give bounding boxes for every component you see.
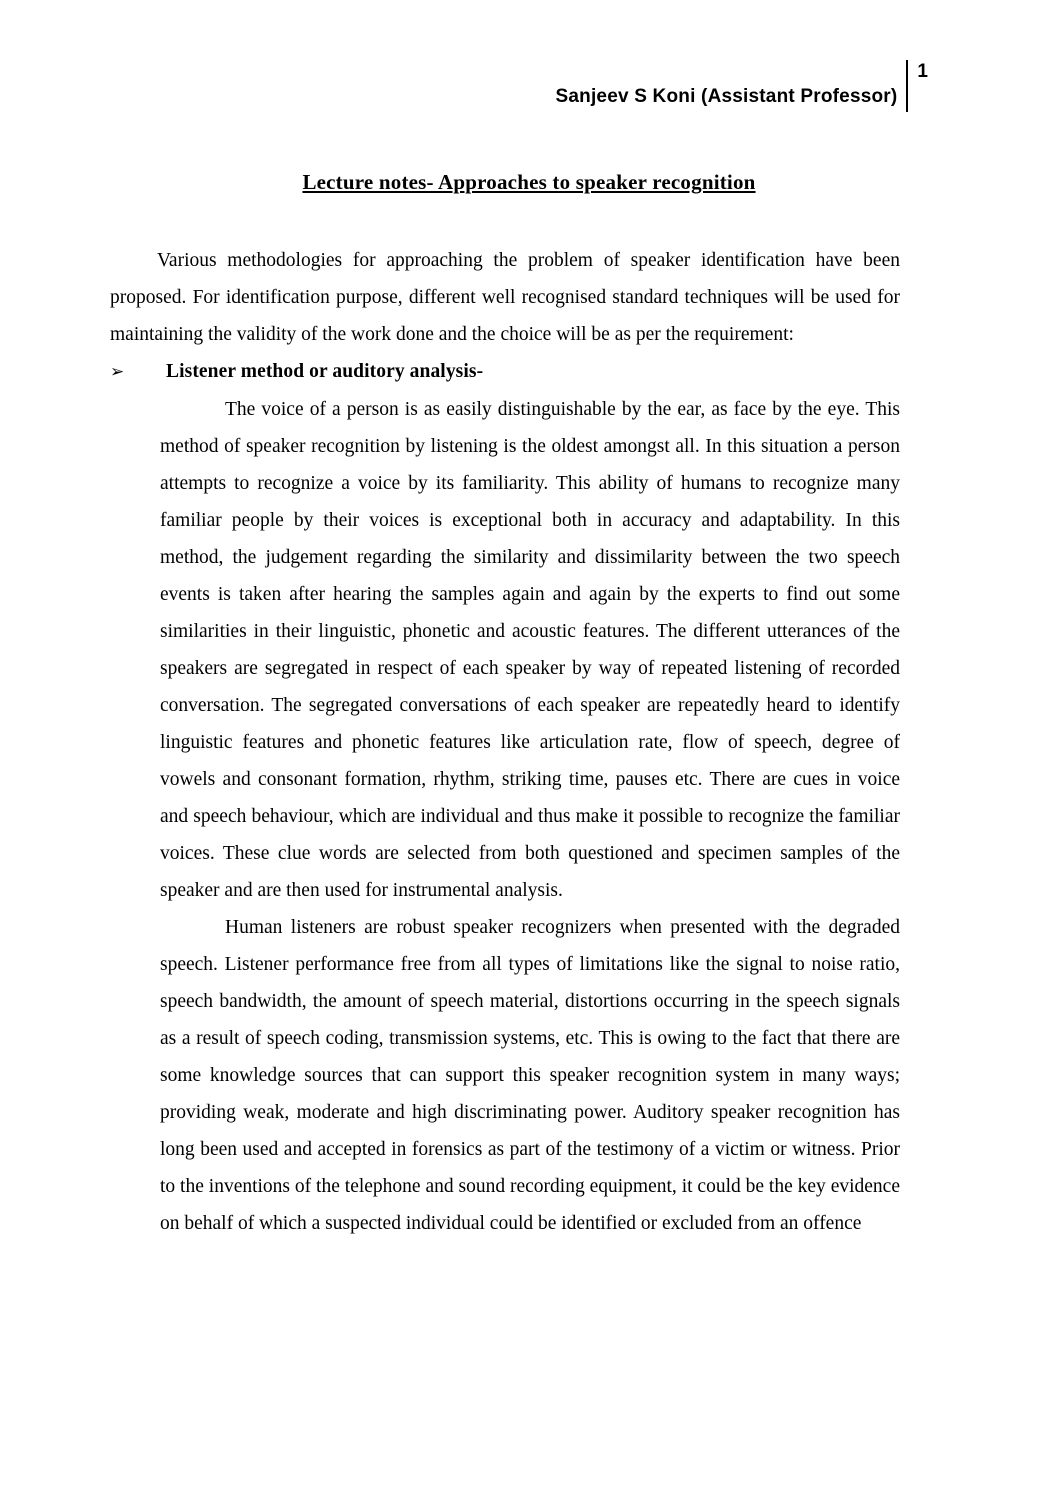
page-number: 1	[917, 61, 928, 82]
page-header	[0, 60, 928, 112]
bullet-heading: Listener method or auditory analysis-	[166, 361, 484, 382]
bullet-paragraph-1: The voice of a person is as easily distinguishable by the ear, as face by the eye. This method of speaker recognition by listening is the oldest amongst all. In this situation a person attempts to recognize a voice by its familiarity. This ability of humans to recognize many familiar people by their voices is exceptional both in accuracy and adaptability. In this method, the judgement regarding the similarity and dissimilarity between the two speech events is taken after hearing the samples again and again by the experts to find out some similarities in their linguistic, phonetic and acoustic features. The different utterances of the speakers are segregated in respect of each speaker by way of repeated listening of recorded conversation. The segregated conversations of each speaker are repeatedly heard to identify linguistic features and phonetic features like articulation rate, flow of speech, degree of vowels and consonant formation, rhythm, striking time, pauses etc. There are cues in voice and speech behaviour, which are individual and thus make it possible to recognize the familiar voices. These clue words are selected from both questioned and specimen samples of the speaker and are then used for instrumental analysis.	[160, 399, 900, 901]
document-title: Lecture notes- Approaches to speaker recognition	[302, 170, 756, 194]
arrow-bullet-icon: ➢	[110, 362, 125, 382]
bullet-paragraph-2: Human listeners are robust speaker recognizers when presented with the degraded speech. Listener performance free from all types of limitations like the signal to noise ratio, speech bandwidth, the amount of speech material, distortions occurring in the speech signals as a result of speech coding, transmission systems, etc. This is owing to the fact that there are some knowledge sources that can support this speaker recognition system in many ways; providing weak, moderate and high discriminating power. Auditory speaker recognition has long been used and accepted in forensics as part of the testimony of a victim or witness. Prior to the inventions of the telephone and sound recording equipment, it could be the key evidence on behalf of which a suspected individual could be identified or excluded from an offence	[160, 917, 900, 1234]
bullet-heading-row	[110, 353, 900, 391]
document-body	[110, 242, 900, 1242]
header-divider	[906, 60, 908, 112]
intro-paragraph: Various methodologies for approaching the problem of speaker identification have been proposed. For identification purpose, different well recognised standard techniques will be used for maintaining the validity of the work done and the choice will be as per the requirement:	[110, 250, 900, 345]
header-author: Sanjeev S Koni (Assistant Professor)	[555, 86, 898, 107]
